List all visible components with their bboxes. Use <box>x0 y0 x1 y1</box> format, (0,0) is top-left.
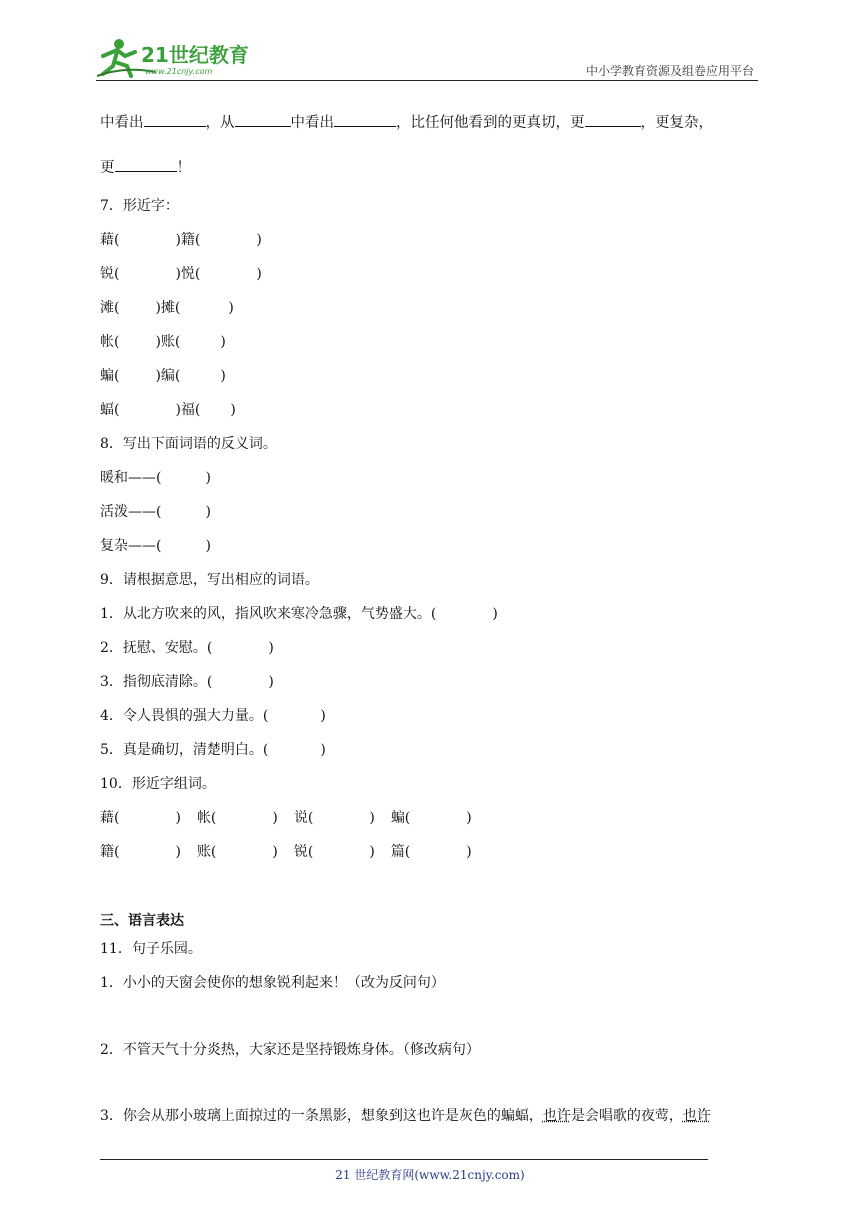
header-divider <box>96 80 758 81</box>
emphasis-text: 也许 <box>542 1108 571 1124</box>
q7-title: 7．形近字： <box>100 198 179 214</box>
q10-title: 10．形近字组词。 <box>100 776 216 792</box>
emphasis-text: 也许 <box>682 1108 711 1124</box>
runner-logo-icon <box>95 36 255 80</box>
q11-title: 11．句子乐园。 <box>100 941 202 957</box>
site-logo <box>95 36 255 80</box>
q9-title: 9．请根据意思，写出相应的词语。 <box>100 572 319 588</box>
platform-label: 中小学教育资源及组卷应用平台 <box>585 64 754 78</box>
fill-blank[interactable] <box>585 112 641 127</box>
q8-title: 8．写出下面词语的反义词。 <box>100 436 277 452</box>
q11-sentence-3: 3．你会从那小玻璃上面掠过的一条黑影，想象到这也许是灰色的蝙蝠，也许是会唱歌的夜莺，也许 <box>100 1108 711 1124</box>
footer-text: 21 世纪教育网(www.21cnjy.com) <box>335 1168 525 1182</box>
q9-item: 2．抚慰、安慰。( ) <box>100 640 274 656</box>
q8-row: 复杂——( ) <box>100 538 211 554</box>
q7-row: 帐( )账( ) <box>100 334 226 350</box>
q11-sentence-2: 2．不管天气十分炎热，大家还是坚持锻炼身体。（修改病句） <box>100 1042 480 1058</box>
footer-divider <box>100 1159 708 1160</box>
q9-item: 4．令人畏惧的强大力量。( ) <box>100 708 326 724</box>
q7-row: 藉( )籍( ) <box>100 232 262 248</box>
q9-item: 5．真是确切，清楚明白。( ) <box>100 742 326 758</box>
q9-item: 1．从北方吹来的风，指风吹来寒冷急骤，气势盛大。( ) <box>100 606 498 622</box>
q7-row: 锐( )悦( ) <box>100 266 262 282</box>
q7-row: 蝠( )福( ) <box>100 402 236 418</box>
fill-blank[interactable] <box>334 112 396 127</box>
fill-blank[interactable] <box>115 157 177 172</box>
q9-item: 3．指彻底清除。( ) <box>100 674 274 690</box>
q8-row: 活泼——( ) <box>100 504 211 520</box>
intro-line-2: 更 ！ <box>100 157 191 177</box>
fill-blank[interactable] <box>144 112 206 127</box>
q7-row: 滩( )摊( ) <box>100 300 234 316</box>
q10-row: 籍( ) 账( ) 锐( ) 篇( ) <box>100 844 472 860</box>
emphasis-text: 也许 <box>416 1108 445 1124</box>
q8-row: 暖和——( ) <box>100 470 211 486</box>
q7-row: 蝙( )编( ) <box>100 368 226 384</box>
svg-text:21世纪教育: 21世纪教育 <box>141 43 249 67</box>
fill-blank[interactable] <box>235 112 291 127</box>
section-heading: 三、语言表达 <box>100 913 184 929</box>
q10-row: 藉( ) 帐( ) 说( ) 蝙( ) <box>100 810 472 826</box>
svg-text:www.21cnjy.com: www.21cnjy.com <box>145 67 213 76</box>
q11-sentence-1: 1．小小的天窗会使你的想象锐利起来！（改为反问句） <box>100 975 445 991</box>
intro-line-1: 中看出 ，从 中看出 ，比任何他看到的更真切，更 ，更复杂， <box>100 112 713 132</box>
